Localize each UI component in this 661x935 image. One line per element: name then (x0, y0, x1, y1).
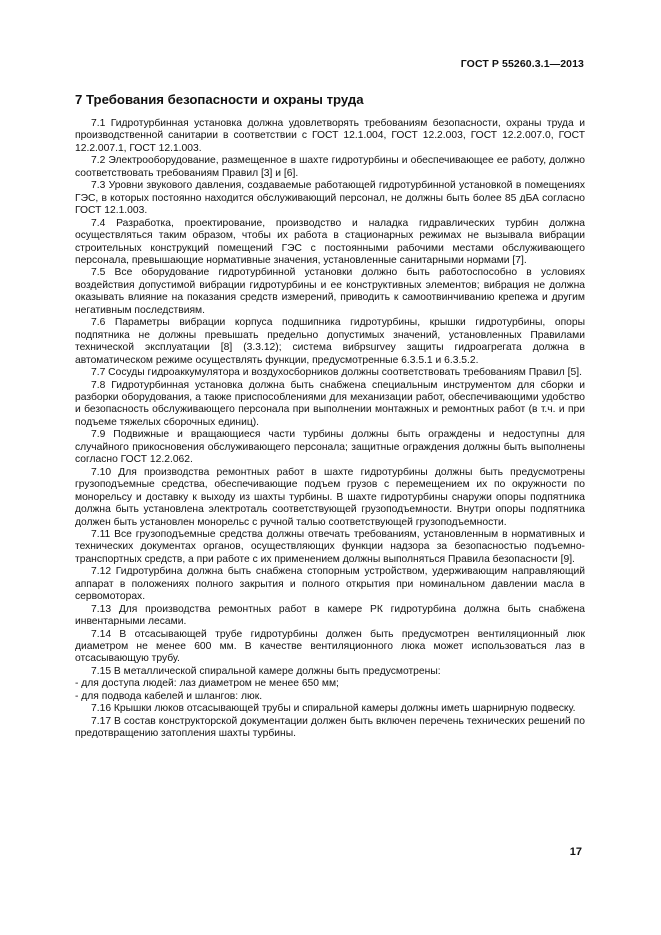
page-number: 17 (569, 846, 582, 858)
paragraph-7-4: 7.4 Разработка, проектирование, производство и наладка гидравлических турбин должна осуществляться таким образом, чтобы их работа в стационарных режимах не вызывала вибрации строительных конструкций помещений ГЭС с постоянными рабочими местами обслуживающего персонала, превышающие нормативные значения, установленные санитарными нормами [7]. (75, 217, 585, 266)
paragraph-7-15: 7.15 В металлической спиральной камере должны быть предусмотрены: (91, 665, 441, 677)
paragraph-7-5: 7.5 Все оборудование гидротурбинной установки должно быть работоспособно в условиях воздействия допустимой вибрации гидротурбины и ее конструктивных элементов; вибрация не должна оказывать влияние на показания средств измерений, приводить к самоотвинчиванию крепежа и другим негативным последствиям. (75, 267, 585, 316)
paragraph-7-6: 7.6 Параметры вибрации корпуса подшипника гидротурбины, крышки гидротурбины, опоры подпятника не должны превышать предельно допустимых значений, установленных Правилами технической эксплуатации [8] (3.3.12); система вибрsurvey защиты гидроагрегата должна в автоматическом режиме осуществлять функции, предусмотренные 6.3.5.1 и 6.3.5.2. (75, 317, 585, 366)
paragraph-7-9: 7.9 Подвижные и вращающиеся части турбины должны быть ограждены и недоступны для случайного прикосновения обслуживающего персонала; защитные ограждения должны быть выполнены согласно ГОСТ 12.2.062. (75, 429, 585, 466)
list-item-cable-hatch: - для подвода кабелей и шлангов: люк. (75, 690, 263, 702)
paragraph-7-17: 7.17 В состав конструкторской документации должен быть включен перечень технических решений по предотвращению затопления шахты турбины. (75, 715, 585, 740)
paragraph-7-7: 7.7 Сосуды гидроаккумулятора и воздухосборников должны соответствовать требованиям Правил [5]. (91, 367, 582, 379)
paragraph-7-11: 7.11 Все грузоподъемные средства должны отвечать требованиям, установленным в нормативных и технических документах органов, осуществляющих функции надзора за безопасностью подъемно-транспортных средств, а при работе с их применением должны выполняться Правила безопасности [9]. (75, 528, 585, 565)
paragraph-7-12: 7.12 Гидротурбина должна быть снабжена стопорным устройством, удерживающим направляющий аппарат в положениях полного закрытия и полного открытия при номинальном давлении масла в сервомоторах. (75, 566, 585, 603)
paragraph-7-13: 7.13 Для производства ремонтных работ в камере РК гидротурбина должна быть снабжена инвентарными лесами. (75, 603, 585, 628)
section-title: 7 Требования безопасности и охраны труда (75, 92, 364, 107)
section-body (75, 118, 585, 741)
document-code: ГОСТ Р 55260.3.1—2013 (460, 58, 584, 70)
paragraph-7-16: 7.16 Крышки люков отсасывающей трубы и спиральной камеры должны иметь шарнирную подвеску. (91, 703, 576, 715)
paragraph-7-3: 7.3 Уровни звукового давления, создаваемые работающей гидротурбинной установкой в помещениях ГЭС, в которых постоянно находится обслуживающий персонал, не должны быть более 85 дБА согласно ГОСТ 12.1.003. (75, 180, 585, 217)
list-item-access-hatch: - для доступа людей: лаз диаметром не менее 650 мм; (75, 678, 339, 690)
paragraph-7-2: 7.2 Электрооборудование, размещенное в шахте гидротурбины и обеспечивающее ее работу, должно соответствовать требованиям Правил [3] и [6]. (75, 155, 585, 179)
paragraph-7-14: 7.14 В отсасывающей трубе гидротурбины должен быть предусмотрен вентиляционный люк диаметром не менее 600 мм. В качестве вентиляционного люка может использоваться лаз в отсасывающую трубу. (75, 628, 585, 665)
paragraph-7-8: 7.8 Гидротурбинная установка должна быть снабжена специальным инструментом для сборки и разборки оборудования, а также приспособлениями для механизации работ, обеспечивающими удобство и безопасность обслуживающего персонала при выполнении монтажных и ремонтных работ (в т.ч. и при подъеме тяжелых сборочных единиц). (75, 379, 585, 428)
paragraph-7-10: 7.10 Для производства ремонтных работ в шахте гидротурбины должны быть предусмотрены грузоподъемные средства, обеспечивающие подъем грузов с перемещением их по окружности по монорельсу и доставку к выходу из шахты турбины. В шахте гидротурбины снаружи опоры подпятника должна быть установлена электроталь соответствующей грузоподъемности. Внутри опоры подпятника должен быть установлен монорельс с ручной талью соответствующей грузоподъемности. (75, 466, 585, 528)
paragraph-7-1: 7.1 Гидротурбинная установка должна удовлетворять требованиям безопасности, охраны труда и производственной санитарии в соответствии с ГОСТ 12.1.004, ГОСТ 12.2.003, ГОСТ 12.2.007.0, ГОСТ 12.2.007.1, ГОСТ 12.1.003. (75, 118, 585, 154)
